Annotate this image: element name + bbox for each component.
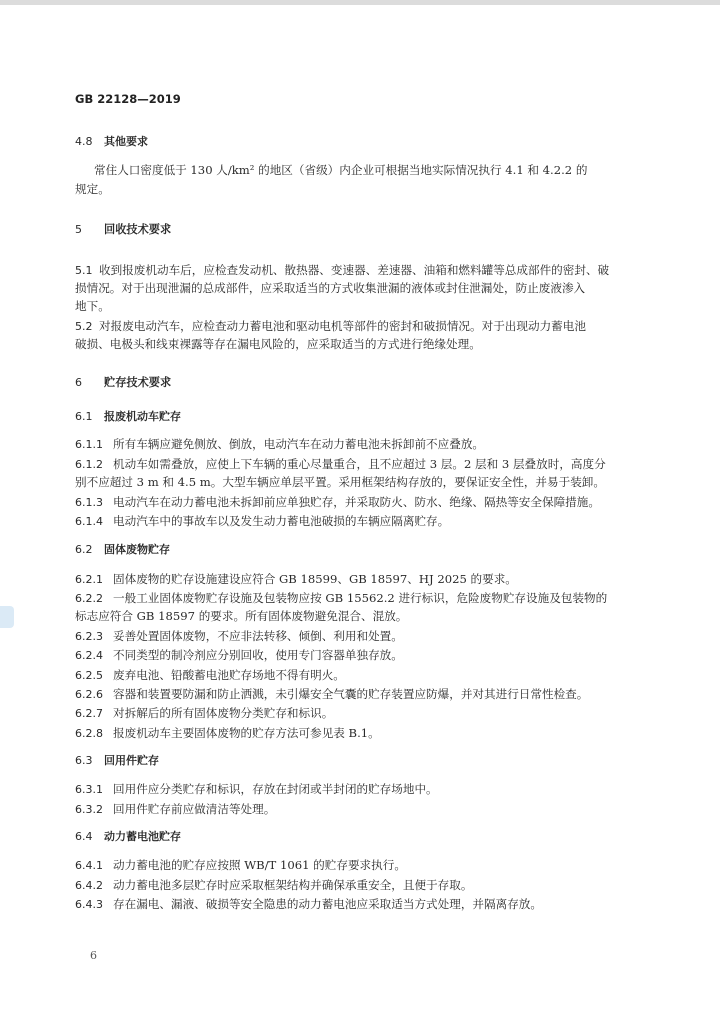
clause-number: 5.1 xyxy=(75,264,93,277)
clause-6-4-1 xyxy=(75,857,406,874)
paragraph-line: 标志应符合 GB 18597 的要求。所有固体废物避免混合、混放。 xyxy=(75,609,408,623)
clause-number: 6.4.1 xyxy=(75,859,103,872)
clause-text: 容器和装置要防漏和防止洒溅，未引爆安全气囊的贮存装置应防爆，并对其进行日常性检查。 xyxy=(113,687,589,701)
clause-number: 6.1.2 xyxy=(75,458,103,471)
clause-number: 6.2.5 xyxy=(75,669,103,682)
clause-text: 回用件贮存前应做清洁等处理。 xyxy=(113,802,276,816)
clause-5-2 xyxy=(75,318,586,335)
clause-number: 6.1.3 xyxy=(75,496,103,509)
clause-number: 6.2.7 xyxy=(75,707,103,720)
clause-6-2-6 xyxy=(75,686,588,703)
clause-text: 对报废电动汽车，应检查动力蓄电池和驱动电机等部件的密封和破损情况。对于出现动力蓄电池 xyxy=(99,319,586,333)
clause-number: 6.4.2 xyxy=(75,879,103,892)
clause-6-1-4 xyxy=(75,513,449,530)
clause-text: 回用件应分类贮存和标识，存放在封闭或半封闭的贮存场地中。 xyxy=(113,782,438,796)
clause-number: 6.3.2 xyxy=(75,803,103,816)
clause-number: 6.2.3 xyxy=(75,630,103,643)
clause-text: 一般工业固体废物贮存设施及包装物应按 GB 15562.2 进行标识，危险废物贮存设施及包装物的 xyxy=(113,591,608,605)
clause-6-2-7 xyxy=(75,705,333,722)
clause-6-2-8 xyxy=(75,725,380,742)
chapter-title: 贮存技术要求 xyxy=(104,376,172,389)
clause-6-2-2 xyxy=(75,590,607,607)
chapter-heading-5 xyxy=(75,222,171,238)
paragraph-line: 规定。 xyxy=(75,182,110,196)
side-bookmark-tab[interactable] xyxy=(0,606,14,628)
section-title: 回用件贮存 xyxy=(104,754,159,767)
clause-text: 动力蓄电池的贮存应按照 WB/T 1061 的贮存要求执行。 xyxy=(113,858,406,872)
section-number: 6.4 xyxy=(75,830,93,843)
clause-5-1 xyxy=(75,262,609,279)
chapter-heading-6 xyxy=(75,375,171,391)
paragraph-line: 地下。 xyxy=(75,299,110,313)
clause-text: 动力蓄电池多层贮存时应采取框架结构并确保承重安全，且便于存取。 xyxy=(113,878,473,892)
document-id-header: GB 22128—2019 xyxy=(75,92,181,106)
clause-text: 收到报废机动车后，应检查发动机、散热器、变速器、差速器、油箱和燃料罐等总成部件的密封、破 xyxy=(99,263,610,277)
clause-text: 存在漏电、漏液、破损等安全隐患的动力蓄电池应采取适当方式处理，并隔离存放。 xyxy=(113,897,542,911)
clause-text: 对拆解后的所有固体废物分类贮存和标识。 xyxy=(113,706,334,720)
clause-text: 报废机动车主要固体废物的贮存方法可参见表 B.1。 xyxy=(113,726,380,740)
clause-number: 6.2.8 xyxy=(75,727,103,740)
clause-number: 6.3.1 xyxy=(75,783,103,796)
section-heading-6-1 xyxy=(75,409,181,425)
clause-text: 废弃电池、铅酸蓄电池贮存场地不得有明火。 xyxy=(113,668,345,682)
clause-number: 6.2.4 xyxy=(75,649,103,662)
chapter-number: 6 xyxy=(75,376,82,389)
section-title: 固体废物贮存 xyxy=(104,543,170,556)
clause-number: 6.4.3 xyxy=(75,898,103,911)
clause-6-2-4 xyxy=(75,647,403,664)
section-heading-4-8 xyxy=(75,134,148,150)
paragraph-line: 破损、电极头和线束裸露等存在漏电风险的，应采取适当的方式进行绝缘处理。 xyxy=(75,337,481,351)
clause-text: 机动车如需叠放，应使上下车辆的重心尽量重合，且不应超过 3 层。2 层和 3 层叠放时，高度分 xyxy=(113,457,606,471)
clause-text: 电动汽车中的事故车以及发生动力蓄电池破损的车辆应隔离贮存。 xyxy=(113,514,450,528)
clause-text: 不同类型的制冷剂应分别回收，使用专门容器单独存放。 xyxy=(113,648,403,662)
clause-6-3-1 xyxy=(75,781,438,798)
clause-6-4-3 xyxy=(75,896,542,913)
page-number: 6 xyxy=(90,949,97,962)
clause-number: 6.2.6 xyxy=(75,688,103,701)
clause-6-1-2 xyxy=(75,456,606,473)
clause-text: 电动汽车在动力蓄电池未拆卸前应单独贮存，并采取防火、防水、绝缘、隔热等安全保障措施。 xyxy=(113,495,600,509)
clause-6-2-5 xyxy=(75,667,345,684)
section-heading-6-3 xyxy=(75,753,159,769)
clause-number: 6.2.2 xyxy=(75,592,103,605)
clause-text: 所有车辆应避免侧放、倒放，电动汽车在动力蓄电池未拆卸前不应叠放。 xyxy=(113,437,485,451)
clause-6-4-2 xyxy=(75,877,472,894)
clause-6-3-2 xyxy=(75,801,275,818)
clause-6-1-1 xyxy=(75,436,484,453)
clause-text: 固体废物的贮存设施建设应符合 GB 18599、GB 18597、HJ 2025 的要求。 xyxy=(113,572,517,586)
clause-number: 6.1.1 xyxy=(75,438,103,451)
clause-6-2-3 xyxy=(75,628,403,645)
clause-text: 妥善处置固体废物，不应非法转移、倾倒、利用和处置。 xyxy=(113,629,403,643)
chapter-number: 5 xyxy=(75,223,82,236)
section-title: 其他要求 xyxy=(104,135,148,148)
clause-number: 6.2.1 xyxy=(75,573,103,586)
clause-number: 6.1.4 xyxy=(75,515,103,528)
paragraph-line: 损情况。对于出现泄漏的总成部件，应采取适当的方式收集泄漏的液体或封住泄漏处，防止废液渗入 xyxy=(75,281,586,295)
chapter-title: 回收技术要求 xyxy=(104,223,172,236)
top-border-strip xyxy=(0,0,720,5)
paragraph-line: 常住人口密度低于 130 人/km² 的地区（省级）内企业可根据当地实际情况执行 4.1 和 4.2.2 的 xyxy=(94,163,588,177)
section-heading-6-2 xyxy=(75,542,170,558)
section-title: 报废机动车贮存 xyxy=(104,410,181,423)
section-number: 6.3 xyxy=(75,754,93,767)
section-number: 4.8 xyxy=(75,135,93,148)
clause-number: 5.2 xyxy=(75,320,93,333)
paragraph-line: 别不应超过 3 m 和 4.5 m。大型车辆应单层平置。采用框架结构存放的，要保证安全性，并易于装卸。 xyxy=(75,475,605,489)
section-heading-6-4 xyxy=(75,829,181,845)
section-number: 6.1 xyxy=(75,410,93,423)
clause-6-1-3 xyxy=(75,494,600,511)
section-title: 动力蓄电池贮存 xyxy=(104,830,181,843)
clause-6-2-1 xyxy=(75,571,517,588)
section-number: 6.2 xyxy=(75,543,93,556)
